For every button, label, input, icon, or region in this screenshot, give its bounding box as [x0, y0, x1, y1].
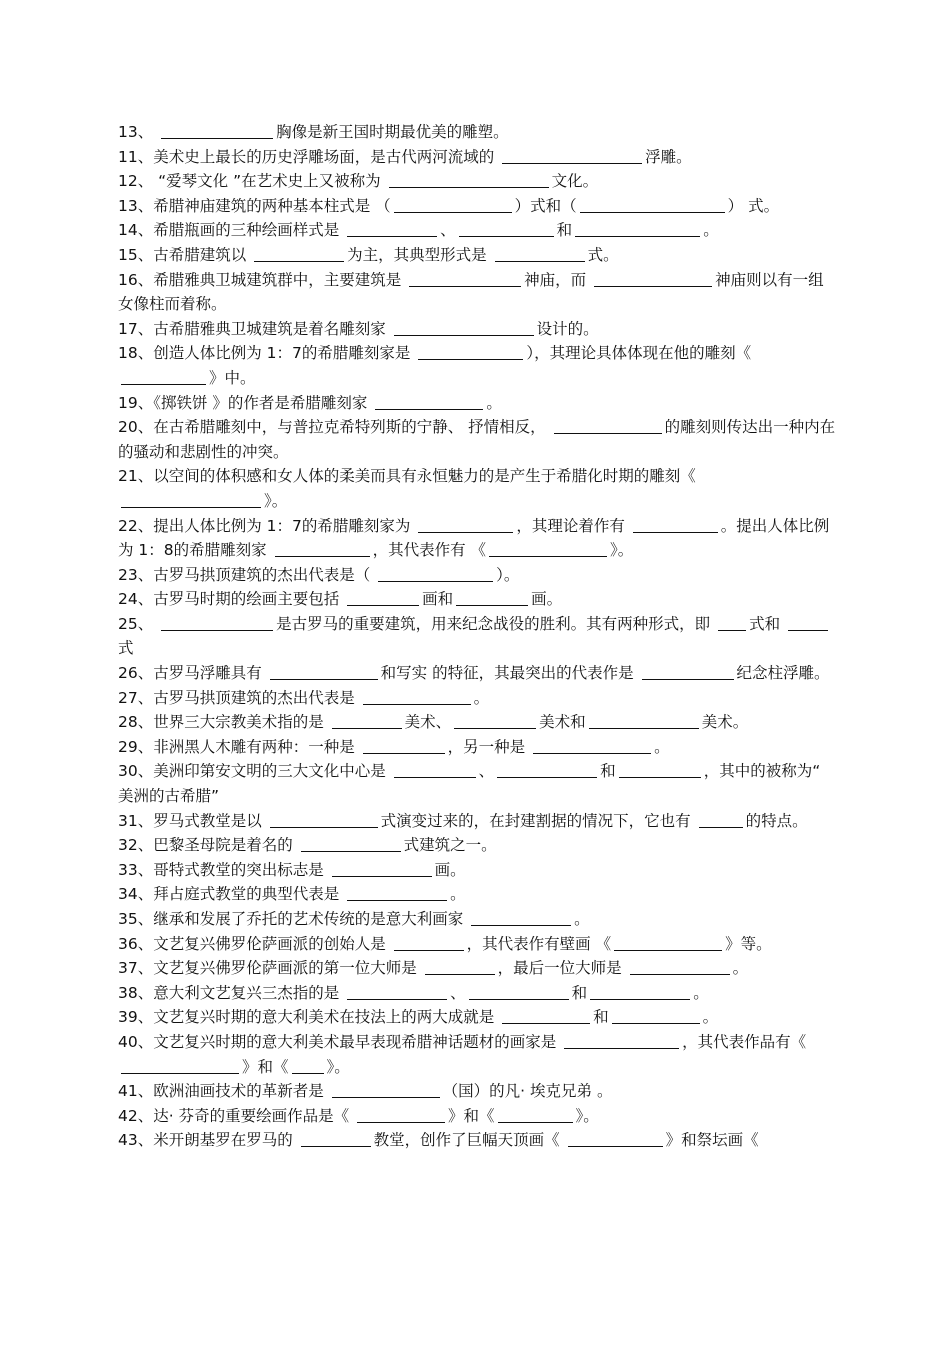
question-item — [118, 710, 838, 735]
question-text: 式建筑之一。 — [403, 836, 497, 855]
question-text: 32、巴黎圣母院是着名的 — [118, 836, 298, 855]
question-item — [118, 1104, 838, 1129]
question-text: 。 — [654, 737, 670, 756]
question-text: 13、 — [118, 123, 159, 141]
question-text: 39、文艺复兴时期的意大利美术在技法上的两大成就是 — [118, 1008, 500, 1027]
fill-in-blank — [642, 662, 734, 680]
fill-in-blank — [161, 121, 273, 139]
question-text: 》中。 — [209, 368, 256, 387]
question-text: 21、以空间的体积感和女人体的柔美而具有永恒魅力的是产生于希腊化时期的雕刻《 — [118, 467, 696, 486]
fill-in-blank — [161, 613, 273, 631]
fill-in-blank — [363, 687, 471, 705]
fill-in-blank — [630, 957, 730, 975]
question-text: 教堂，创作了巨幅天顶画《 — [373, 1131, 565, 1150]
fill-in-blank — [394, 318, 534, 336]
question-text: （国）的凡· 埃克兄弟 。 — [442, 1082, 613, 1101]
fill-in-blank — [270, 810, 378, 828]
fill-in-blank — [633, 515, 718, 533]
question-text: 》。 — [610, 541, 634, 560]
fill-in-blank — [347, 982, 447, 1000]
question-text: ，其代表作有壁画 《 — [466, 934, 612, 953]
question-text: 、 — [440, 221, 456, 240]
question-text: 和写实 的特征，其最突出的代表作是 — [380, 664, 639, 683]
question-text: 40、文艺复兴时期的意大利美术最早表现希腊神话题材的画家是 — [118, 1032, 562, 1051]
question-text: 。 — [693, 983, 709, 1002]
question-text: 设计的。 — [536, 319, 599, 338]
question-text: ，最后一位大师是 — [497, 959, 627, 978]
fill-in-blank — [612, 1006, 700, 1024]
question-item — [118, 809, 838, 834]
fill-in-blank — [418, 515, 513, 533]
fill-in-blank — [590, 982, 690, 1000]
question-item — [118, 169, 838, 194]
question-text: 美术、 — [404, 713, 452, 732]
question-text: 和 — [556, 221, 573, 240]
question-text: 》。 — [326, 1057, 350, 1076]
question-text: ，另一种是 — [447, 737, 531, 756]
fill-in-blank — [564, 1031, 679, 1049]
fill-in-blank — [497, 760, 597, 778]
question-text: 》等。 — [725, 934, 772, 953]
question-text: 浮雕。 — [645, 147, 692, 166]
question-text: 42、达· 芬奇的重要绘画作品是《 — [118, 1106, 355, 1125]
question-text: 为主，其典型形式是 — [347, 245, 492, 264]
fill-in-blank — [275, 539, 370, 557]
fill-in-blank — [121, 1056, 239, 1074]
question-text: 26、古罗马浮雕具有 — [118, 664, 267, 683]
fill-in-blank — [332, 1080, 440, 1098]
fill-in-blank — [389, 170, 549, 188]
fill-in-blank — [568, 1129, 663, 1147]
question-text: 25、 — [118, 614, 159, 633]
question-item — [118, 661, 838, 686]
question-item — [118, 341, 838, 390]
question-text: 式 — [118, 639, 134, 658]
question-item — [118, 464, 838, 513]
question-text: 18、创造人体比例为 1：7的希腊雕刻家是 — [118, 344, 416, 363]
fill-in-blank — [502, 146, 642, 164]
question-text: 画和 — [422, 590, 454, 609]
question-text: 28、世界三大宗教美术指的是 — [118, 713, 329, 732]
question-item — [118, 612, 838, 661]
question-text: 14、希腊瓶画的三种绘画样式是 — [118, 221, 345, 240]
question-item — [118, 243, 838, 268]
question-text: 、 — [450, 983, 466, 1002]
question-item — [118, 735, 838, 760]
question-text: 》和《 — [242, 1057, 289, 1076]
fill-in-blank — [502, 1006, 590, 1024]
fill-in-blank — [270, 662, 378, 680]
fill-in-blank — [418, 342, 523, 360]
question-text: 美术。 — [701, 713, 749, 732]
fill-in-blank — [498, 1105, 573, 1123]
fill-in-blank — [456, 588, 528, 606]
question-text: 》和《 — [448, 1106, 495, 1125]
fill-in-blank — [575, 219, 700, 237]
question-text: ），其理论具体体现在他的雕刻《 — [526, 344, 756, 363]
question-text: 。 — [574, 910, 590, 928]
question-item — [118, 317, 838, 342]
question-item — [118, 391, 838, 416]
fill-in-blank — [301, 1129, 371, 1147]
fill-in-blank — [301, 834, 401, 852]
fill-in-blank — [594, 269, 712, 287]
question-text: 41、欧洲油画技术的革新者是 — [118, 1082, 329, 1101]
fill-in-blank — [347, 588, 419, 606]
question-item — [118, 1128, 838, 1153]
question-text: 。提出人体比例为 1：8的希腊雕刻家 — [118, 516, 830, 560]
question-text: 24、古罗马时期的绘画主要包括 — [118, 590, 345, 609]
question-text: 》。 — [264, 491, 288, 510]
question-item — [118, 981, 838, 1006]
question-item — [118, 932, 838, 957]
question-text: 》。 — [575, 1106, 599, 1125]
question-text: 15、古希腊建筑以 — [118, 245, 252, 264]
question-text: 。 — [702, 1008, 719, 1027]
question-text: 和 — [593, 1008, 609, 1027]
fill-in-blank — [554, 416, 662, 434]
question-text: ） 式。 — [727, 196, 780, 215]
fill-in-blank — [471, 908, 571, 926]
question-item — [118, 882, 838, 907]
question-item — [118, 1030, 838, 1079]
question-text: 35、继承和发展了乔托的艺术传统的是意大利画家 — [118, 910, 469, 928]
question-text: 的雕刻则传达出一种内在的骚动和悲剧性的冲突。 — [118, 418, 836, 461]
fill-in-blank — [394, 760, 476, 778]
question-text: ）。 — [496, 565, 520, 584]
fill-in-blank — [347, 219, 437, 237]
question-text: 19、《掷铁饼 》的作者是希腊雕刻家 — [118, 393, 373, 412]
question-item — [118, 514, 838, 563]
question-item — [118, 686, 838, 711]
question-text: 纪念柱浮雕。 — [736, 664, 830, 683]
fill-in-blank — [378, 564, 493, 582]
question-text: 12、 “爱琴文化 ”在艺术史上又被称为 — [118, 172, 386, 191]
fill-in-blank — [332, 859, 432, 877]
question-text: 。 — [703, 221, 719, 240]
fill-in-blank — [332, 711, 402, 729]
question-item — [118, 120, 838, 145]
question-text: 美术和 — [539, 713, 586, 732]
fill-in-blank — [394, 195, 512, 213]
question-item — [118, 833, 838, 858]
question-text: ，其代表作品有《 — [682, 1032, 807, 1051]
question-list — [118, 120, 838, 1153]
question-text: 式演变过来的，在封建割据的情况下，它也有 — [380, 811, 696, 830]
fill-in-blank — [459, 219, 554, 237]
question-text: 。 — [732, 959, 749, 978]
fill-in-blank — [121, 490, 261, 508]
question-text: 37、文艺复兴佛罗伦萨画派的第一位大师是 — [118, 959, 422, 978]
question-text: 式。 — [587, 245, 619, 264]
question-item — [118, 1005, 838, 1030]
question-item — [118, 194, 838, 219]
fill-in-blank — [363, 736, 445, 754]
fill-in-blank — [425, 957, 495, 975]
fill-in-blank — [292, 1056, 324, 1074]
question-text: 16、希腊雅典卫城建筑群中，主要建筑是 — [118, 270, 407, 289]
fill-in-blank — [489, 539, 607, 557]
question-text: 29、非洲黑人木雕有两种：一种是 — [118, 737, 360, 756]
question-item — [118, 587, 838, 612]
question-text: 22、提出人体比例为 1：7的希腊雕刻家为 — [118, 516, 416, 535]
question-text: 和 — [600, 762, 616, 781]
question-item — [118, 218, 838, 243]
fill-in-blank — [619, 760, 701, 778]
fill-in-blank — [580, 195, 725, 213]
question-text: 13、希腊神庙建筑的两种基本柱式是 （ — [118, 196, 391, 215]
fill-in-blank — [614, 933, 722, 951]
fill-in-blank — [357, 1105, 445, 1123]
fill-in-blank — [718, 613, 746, 631]
fill-in-blank — [699, 810, 743, 828]
fill-in-blank — [788, 613, 828, 631]
question-item — [118, 415, 838, 464]
question-text: 38、意大利文艺复兴三杰指的是 — [118, 983, 345, 1002]
question-text: 胸像是新王国时期最优美的雕塑。 — [276, 123, 509, 141]
question-item — [118, 858, 838, 883]
question-item — [118, 1079, 838, 1104]
fill-in-blank — [347, 883, 447, 901]
question-text: 。 — [486, 393, 502, 412]
question-text: ）式和（ — [514, 196, 577, 215]
question-text: 。 — [473, 688, 490, 707]
question-text: 文化。 — [551, 172, 599, 191]
question-text: 34、拜占庭式教堂的典型代表是 — [118, 885, 345, 904]
question-text: ，其代表作有 《 — [372, 541, 487, 560]
question-text: 画。 — [531, 590, 563, 609]
question-text: 33、哥特式教堂的突出标志是 — [118, 860, 329, 879]
question-text: 式和 — [749, 614, 786, 633]
question-text: 神庙则以有一组女像柱而着称。 — [118, 270, 824, 314]
question-text: 23、古罗马拱顶建筑的杰出代表是（ — [118, 565, 376, 584]
question-text: 是古罗马的重要建筑，用来纪念战役的胜利。其有两种形式，即 — [276, 614, 716, 633]
fill-in-blank — [254, 244, 344, 262]
question-text: 和 — [571, 983, 588, 1002]
question-item — [118, 956, 838, 981]
fill-in-blank — [121, 367, 206, 385]
question-text: 43、米开朗基罗在罗马的 — [118, 1131, 298, 1150]
question-text: ，其理论着作有 — [516, 516, 630, 535]
fill-in-blank — [409, 269, 521, 287]
question-item — [118, 759, 838, 808]
question-item — [118, 563, 838, 588]
question-text: 神庙，而 — [524, 270, 592, 289]
question-text: 。 — [450, 885, 466, 904]
question-text: 、 — [478, 762, 495, 781]
fill-in-blank — [589, 711, 699, 729]
question-text: 的特点。 — [745, 811, 808, 830]
question-text: 17、古希腊雅典卫城建筑是着名雕刻家 — [118, 319, 391, 338]
question-text: 31、罗马式教堂是以 — [118, 811, 267, 830]
fill-in-blank — [454, 711, 536, 729]
question-text: 11、美术史上最长的历史浮雕场面，是古代两河流域的 — [118, 147, 500, 166]
question-text: 》和祭坛画《 — [665, 1131, 759, 1150]
fill-in-blank — [394, 933, 464, 951]
fill-in-blank — [375, 392, 483, 410]
question-text: 画。 — [434, 860, 466, 879]
question-text: 20、在古希腊雕刻中，与普拉克希特列斯的宁静、 抒情相反， — [118, 418, 551, 437]
question-item — [118, 145, 838, 170]
question-text: 30、美洲印第安文明的三大文化中心是 — [118, 762, 391, 781]
question-text: 36、文艺复兴佛罗伦萨画派的创始人是 — [118, 934, 391, 953]
fill-in-blank — [533, 736, 651, 754]
fill-in-blank — [469, 982, 569, 1000]
question-text: 27、古罗马拱顶建筑的杰出代表是 — [118, 688, 360, 707]
fill-in-blank — [495, 244, 585, 262]
question-item — [118, 268, 838, 317]
question-text: ，其中的被称为“ 美洲的古希腊” — [118, 762, 826, 806]
question-item — [118, 907, 838, 932]
